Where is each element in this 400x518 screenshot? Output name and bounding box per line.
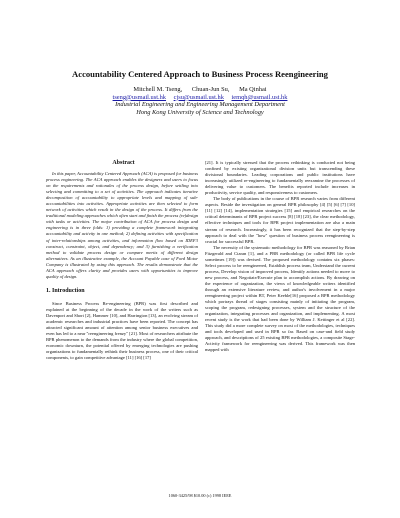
affiliation-university: Hong Kong University of Science and Technology — [136, 108, 264, 116]
intro-paragraph: Since Business Process Re-engineering (BPR) was first described and explained at the beginning of the decade in the work of the writers such as Davenport and Short [2], Hammer [10], and Harrington [13], an evolving stream of academic researches and industrial practices have been reported. The concept has attracted significant amount of attention among senior business executives and even has led to a near "reengineering frenzy" [21]. Most of researchers attribute the BPR phenomenon to the demands from the industry where the global competition, economic downturn, the potential offered by emerging technologies are pushing organizations to fundamentally rethink their business process, one of their critical components, to gain competitive advantage [11] [16] [17] — [46, 301, 198, 361]
affiliation-department: Industrial Engineering and Engineering Management Department — [115, 101, 285, 109]
body-paragraph: [21]. It is typically stressed that the process rethinking is conducted not being confined by existing organizational division units but transcending these divisional boundaries. Leading corporations and public institutions have increasingly utilized re-engineering to fundamentally reexamine the processes of delivering value to customers. The benefits reported include increases in productivity, service quality, and responsiveness to customers. — [205, 160, 355, 196]
body-paragraph: The necessity of the systematic methodology for BPR was reasoned by Brian Fitzgerald and Ciaran [1], and a PBR methodology (or called BPR life cycle sometimes [19]) was devised. The proposed methodology contains six phases: Select process to be reengineered, Establish process team, Understand the current process, Develop vision of improved process, Identify actions needed to move to new process, and Negotiate/Execute plan to accomplish actions. By drawing on the experience of organization, the views of knowledgeable writers identified through an extensive literature review, and author's involvement in a major reengineering project within BT, Peter Keeble[16] proposed a BPR methodology which portrays thread of stages consisting mainly of initiating the program, scoping the program, redesigning processes, system and the structure of the organization, integrating processes and organization, and implementing. A most recent study is the work that had been done by William J. Kettinger et al [22]. This study did a more complete survey on most of the methodologies, techniques and tools developed and used in BPR so far. Based on case-and field study approach, and descriptions of 25 existing BPR methodologies, a composite Stage-Activity framework for reengineering was derived. This framework was then mapped with — [205, 244, 355, 353]
author-name: Mitchell M. Tseng, — [133, 86, 183, 93]
email-link[interactable]: tseng@usmail.ust.hk — [112, 93, 167, 101]
intro-text — [46, 301, 198, 361]
author-name: Ma Qinhai — [239, 86, 267, 93]
page-footer: 1060-3425/98 $10.00 (c) 1998 IEEE — [168, 493, 232, 498]
email-link[interactable]: iemqh@usmail.ust.hk — [231, 93, 288, 101]
paper-title: Accountability Centered Approach to Business Process Reengineering — [72, 69, 328, 79]
section-heading: 1. Introduction — [46, 288, 85, 294]
email-link[interactable]: cjsu@usmail.ust.hk — [173, 93, 224, 101]
abstract-text — [46, 171, 198, 280]
abstract-paragraph: In this paper, Accountability Centered Approach (ACA) is proposed for business process engineering. The ACA approach enables the designers and users to focus on the requirements and rationales of the process design, before settling into selecting and committing to a set of activities. The approach indicates iterative decomposition of accountability to appropriate levels and mapping of sub-accountabilities into activities. Appropriate activities are then selected to form network of activities which result in the design of the process. It differs from the traditional modeling approaches which often start and finish the process (re)design with tasks or activities. The major contribution of ACA for process design and engineering is in three folds: 1) providing a complete framework integrating accountability and activity in one method; 2) defining activities with specification of inter-relationships among activities, and information flow based on IDEF3 construct, constraint, object, and dependency; and 3) furnishing a verification method to validate process design or compare merits of different design alternatives. As an illustrative example, the Account Payable case of Ford Motor Company is illustrated by using this approach. The results demonstrate that the ACA approach offers clarity and provides users with opportunities to improve quality of design. — [46, 171, 198, 279]
author-emails — [0, 94, 400, 102]
author-names — [0, 86, 400, 94]
author-name: Chuan-Jun Su, — [191, 86, 230, 93]
author-block — [0, 86, 400, 116]
right-column — [205, 160, 355, 354]
abstract-heading: Abstract — [112, 160, 135, 166]
body-paragraph: The body of publications in the course of BPR research varies from different aspects. Beside the investigation on general BPR philosophy [4] [5] [6] [7] [10] [11] [12] [14], implementation strategies [15] and empirical researches on the critical determinants of BPR project success [8] [18] [23], the clear methodology, effective techniques and tools for BPR project implementation are also a main stream of research. Increasingly, it has been recognized that the step-by-step approach to deal with the "how" question of business process reengineering is crucial for successful BPR. — [205, 196, 355, 244]
